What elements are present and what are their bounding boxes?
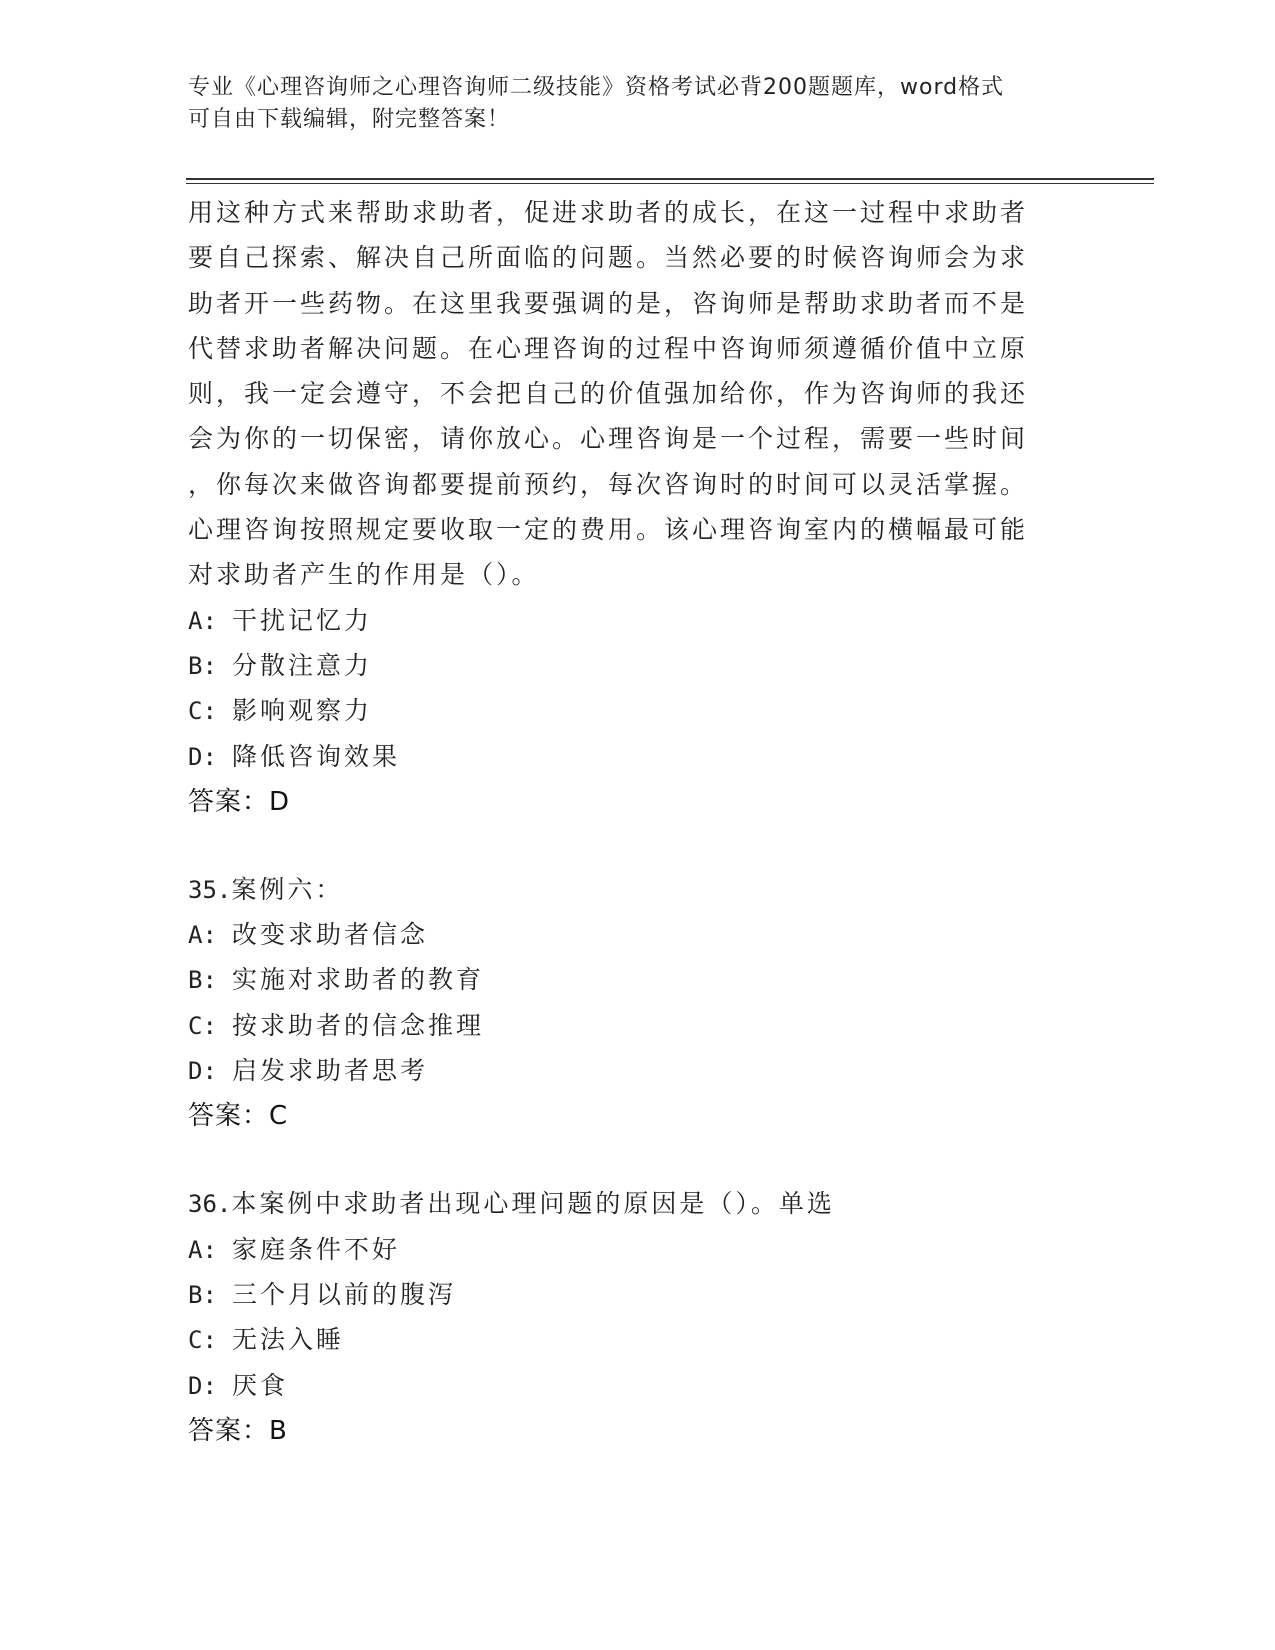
question-title	[188, 867, 1088, 912]
question-35	[188, 867, 1088, 1139]
option-key: C:	[188, 1326, 217, 1355]
option-d	[188, 1363, 1088, 1408]
option-b	[188, 643, 1088, 688]
option-key: A:	[188, 1235, 217, 1264]
continued-question	[188, 190, 1088, 825]
header-divider-thin	[186, 183, 1154, 184]
option-text: 厌食	[232, 1370, 289, 1400]
stem-line: 代替求助者解决问题。在心理咨询的过程中咨询师须遵循价值中立原	[188, 333, 1029, 363]
stem-line: 则，我一定会遵守，不会把自己的价值强加给你，作为咨询师的我还	[188, 379, 1029, 409]
option-c	[188, 688, 1088, 733]
option-text: 无法入睡	[232, 1325, 345, 1355]
header-line-1: 专业《心理咨询师之心理咨询师二级技能》资格考试必背200题题库，word格式	[188, 75, 1005, 100]
option-text: 干扰记忆力	[232, 605, 373, 635]
document-header	[188, 72, 1068, 136]
question-36	[188, 1181, 1088, 1453]
option-b	[188, 1272, 1088, 1317]
option-key: D:	[188, 1057, 217, 1086]
option-key: C:	[188, 1011, 217, 1040]
option-d	[188, 1048, 1088, 1093]
stem-line: 要自己探索、解决自己所面临的问题。当然必要的时候咨询师会为求	[188, 243, 1029, 273]
option-key: C:	[188, 697, 217, 726]
header-line-2: 可自由下载编辑，附完整答案！	[188, 107, 511, 132]
option-text: 改变求助者信念	[232, 920, 429, 950]
answer-line: 答案：C	[188, 1101, 289, 1132]
option-text: 分散注意力	[232, 650, 373, 680]
option-text: 影响观察力	[232, 696, 373, 726]
option-a	[188, 598, 1088, 643]
stem-line: 助者开一些药物。在这里我要强调的是，咨询师是帮助求助者而不是	[188, 288, 1029, 318]
option-a	[188, 912, 1088, 957]
option-c	[188, 1317, 1088, 1362]
stem-line: 用这种方式来帮助求助者，促进求助者的成长，在这一过程中求助者	[188, 198, 1029, 227]
option-key: A:	[188, 921, 217, 950]
option-c	[188, 1003, 1088, 1048]
option-a	[188, 1227, 1088, 1272]
option-text: 三个月以前的腹泻	[232, 1279, 457, 1309]
question-number: 35.	[188, 875, 232, 904]
option-b	[188, 957, 1088, 1002]
question-title	[188, 1181, 1088, 1226]
answer-line: 答案：B	[188, 1415, 288, 1446]
stem-line: 会为你的一切保密，请你放心。心理咨询是一个过程，需要一些时间	[188, 424, 1029, 454]
option-key: B:	[188, 1280, 217, 1309]
option-key: D:	[188, 742, 217, 771]
question-stem: 案例六：	[231, 874, 344, 904]
option-text: 家庭条件不好	[232, 1234, 401, 1264]
option-key: B:	[188, 651, 217, 680]
question-stem: 本案例中求助者出现心理问题的原因是（）。单选	[231, 1189, 835, 1219]
option-text: 实施对求助者的教育	[232, 965, 485, 995]
option-text: 按求助者的信念推理	[232, 1010, 485, 1040]
option-d	[188, 734, 1088, 779]
stem-line: ，你每次来做咨询都要提前预约，每次咨询时的时间可以灵活掌握。	[188, 469, 1029, 499]
question-number: 36.	[188, 1190, 232, 1219]
option-key: D:	[188, 1371, 217, 1400]
option-text: 启发求助者思考	[232, 1056, 429, 1086]
stem-line: 心理咨询按照规定要收取一定的费用。该心理咨询室内的横幅最可能	[188, 515, 1029, 545]
option-text: 降低咨询效果	[232, 741, 401, 771]
header-divider-thick	[186, 178, 1154, 180]
answer-line: 答案：D	[188, 786, 291, 817]
option-key: B:	[188, 966, 217, 995]
document-body	[188, 190, 1088, 1454]
stem-line: 对求助者产生的作用是（）。	[188, 560, 540, 590]
option-key: A:	[188, 606, 217, 635]
